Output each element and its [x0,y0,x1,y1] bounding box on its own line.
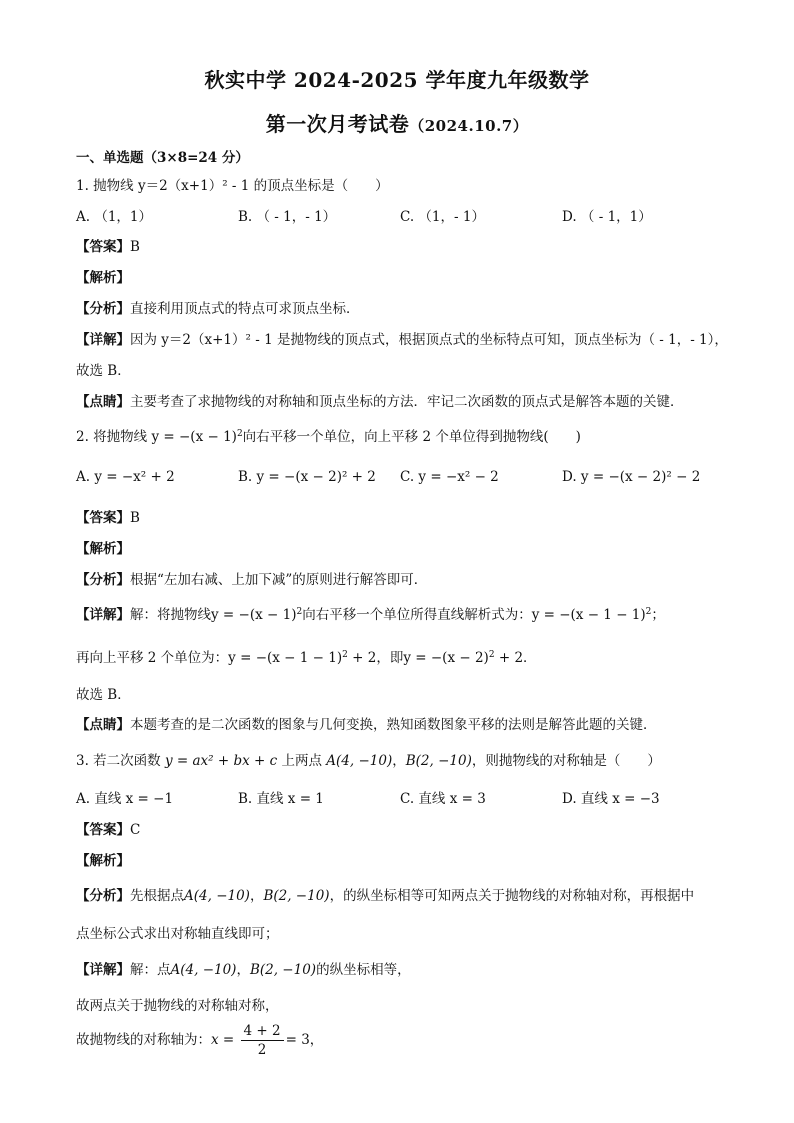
q3-xiangjie-point-b: B(2, −10) [249,962,317,978]
q3-xiangjie-pre: 解：点 [130,962,171,978]
q3-line3-x: x = [211,1032,235,1048]
fenxi-tag: 【分析】 [76,572,130,588]
fenxi-tag: 【分析】 [76,888,130,904]
q2-answer [76,506,140,526]
section-heading: 一、单选题（3×8=24 分） [76,150,249,166]
q3-stem: 3. 若二次函数 y = ax² + bx + c 上两点 A(4, −10)，B(2, −10)，则抛物线的对称轴是（ ） [76,753,661,769]
q2-xiangjie-end: ； [651,607,665,623]
xiangjie-tag: 【详解】 [76,607,130,623]
q2-fenxi-text: 根据“左加右减、上加下减”的原则进行解答即可． [130,572,428,588]
q3-xiangjie-point-a: A(4, −10) [170,962,237,978]
q3-stem-mid: 上两点 [281,753,322,769]
q3-xiangjie: 【详解】解：点A(4, −10)，B(2, −10)的纵坐标相等， [76,962,411,978]
dianjing-tag: 【点睛】 [76,717,130,733]
q1-conclude: 故选 B． [76,363,131,379]
q2-stem-post: 向右平移一个单位，向上平移 2 个单位得到抛物线( ) [242,429,581,445]
fraction-numerator: 4 + 2 [241,1022,284,1041]
answer-tag: 【答案】 [76,822,130,838]
q1-answer [76,235,140,255]
answer-tag: 【答案】 [76,239,130,255]
q3-line3 [76,1022,323,1059]
q1-answer-value: B [130,239,140,255]
q2-xiangjie: 【详解】解：将抛物线$y = -(x - 1)^2$向右平移一个单位所得直线解析式为：$y = -(x - 1 - 1)^2$； [76,607,665,623]
q2-option-a: A. y = −x² + 2 [76,469,175,485]
q3-stem-post: ，则抛物线的对称轴是（ ） [471,753,661,769]
fenxi-tag: 【分析】 [76,301,130,317]
q2-fenxi [76,568,427,588]
q3-line3-post: = 3， [285,1032,324,1048]
q3-point-a: A(4, −10) [326,753,393,769]
q3-fenxi-point-b: B(2, −10) [263,888,330,904]
q1-dianjing-text: 主要考查了求抛物线的对称轴和顶点坐标的方法．牢记二次函数的顶点式是解答本题的关键． [130,394,684,410]
q2-conclude: 故选 B． [76,687,131,703]
q1-dianjing [76,390,684,410]
q2-xiangjie-line2: 再向上平移 2 个单位为：$y = -(x - 1 - 1)^2 + 2$，即$y = -(x - 2)^2 + 2$． [76,650,537,666]
q1-stem: 1. 抛物线 y＝2（x+1）² - 1 的顶点坐标是（ ） [76,178,389,194]
q3-fenxi-line2: 点坐标公式求出对称轴直线即可； [76,926,279,942]
exam-subtitle [0,108,794,137]
q1-analysis-tag: 【解析】 [76,270,130,286]
q2-xiangjie-pre: 解：将抛物线 [130,607,211,623]
q1-option-d: D. （ - 1，1） [562,209,652,225]
q2-xiangjie-mid: 向右平移一个单位所得直线解析式为： [302,607,532,623]
subtitle-text: 第一次月考试卷 [265,112,410,136]
q1-fenxi [76,297,360,317]
exam-title: 秋实中学 2024-2025 学年度九年级数学 [204,68,590,92]
q2-xiangjie-f2: y = −(x − 1 − 1) [531,607,646,623]
q2-line2-f1b: + 2 [347,650,377,666]
q2-line2-f1: y = −(x − 1 − 1) [228,650,343,666]
q3-option-b: B. 直线 x = 1 [238,791,324,807]
q1-option-c: C. （1，- 1） [400,209,485,225]
q2-dianjing [76,713,657,733]
q2-option-c: C. y = −x² − 2 [400,469,499,485]
q2-stem: 2. 将抛物线 $y = -(x - 1)^2$向右平移一个单位，向上平移 2 个单位得到抛物线( ) [76,429,581,445]
q1-option-b: B. （ - 1，- 1） [238,209,337,225]
q1-option-a: A. （1，1） [76,209,153,225]
q3-line2: 故两点关于抛物线的对称轴对称， [76,998,279,1014]
q2-xiangjie-f1: y = −(x − 1) [211,607,297,623]
q3-option-d: D. 直线 x = −3 [562,791,660,807]
q2-answer-value: B [130,510,140,526]
q2-analysis-tag: 【解析】 [76,541,130,557]
q3-stem-formula: y = ax² + bx + c [164,753,278,769]
dianjing-tag: 【点睛】 [76,394,130,410]
q2-line2-f2b: + 2 [494,650,524,666]
q2-line2-pre: 再向上平移 2 个单位为： [76,650,229,666]
q3-fenxi-point-a: A(4, −10) [184,888,250,904]
q1-xiangjie [76,328,728,348]
q3-option-c: C. 直线 x = 3 [400,791,486,807]
q3-answer-value: C [130,822,141,838]
q2-option-d: D. y = −(x − 2)² − 2 [562,469,701,485]
q1-xiangjie-text: 因为 y＝2（x+1）² - 1 是抛物线的顶点式，根据顶点式的坐标特点可知，顶点坐标为（ - 1，- 1）， [130,332,728,348]
q3-point-b: B(2, −10) [405,753,472,769]
q3-analysis-tag: 【解析】 [76,853,130,869]
q1-fenxi-text: 直接利用顶点式的特点可求顶点坐标． [130,301,360,317]
q2-dianjing-text: 本题考查的是二次函数的图象与几何变换，熟知函数图象平移的法则是解答此题的关键． [130,717,657,733]
q3-fenxi: 【分析】先根据点A(4, −10)，B(2, −10)，的纵坐标相等可知两点关于抛物线的对称轴对称，再根据中 [76,888,695,904]
q2-line2-mid: ，即 [376,650,404,666]
exam-date: （2024.10.7） [409,117,529,135]
xiangjie-tag: 【详解】 [76,962,130,978]
fraction-denominator: 2 [257,1042,267,1058]
q3-answer [76,818,140,838]
q3-stem-pre: 3. 若二次函数 [76,753,161,769]
q3-xiangjie-post: 的纵坐标相等， [316,962,411,978]
q3-fenxi-post: ，的纵坐标相等可知两点关于抛物线的对称轴对称，再根据中 [329,888,695,904]
q3-option-a: A. 直线 x = −1 [76,791,174,807]
xiangjie-tag: 【详解】 [76,332,130,348]
q2-option-b: B. y = −(x − 2)² + 2 [238,469,376,485]
q3-line3-pre: 故抛物线的对称轴为： [76,1032,211,1048]
q2-line2-f2: y = −(x − 2) [403,650,489,666]
q2-stem-formula: y = −(x − 1) [151,429,237,445]
fraction [241,1022,284,1059]
answer-tag: 【答案】 [76,510,130,526]
q2-line2-end: ． [523,650,537,666]
q2-stem-pre: 2. 将抛物线 [76,429,148,445]
q3-fenxi-pre: 先根据点 [130,888,184,904]
